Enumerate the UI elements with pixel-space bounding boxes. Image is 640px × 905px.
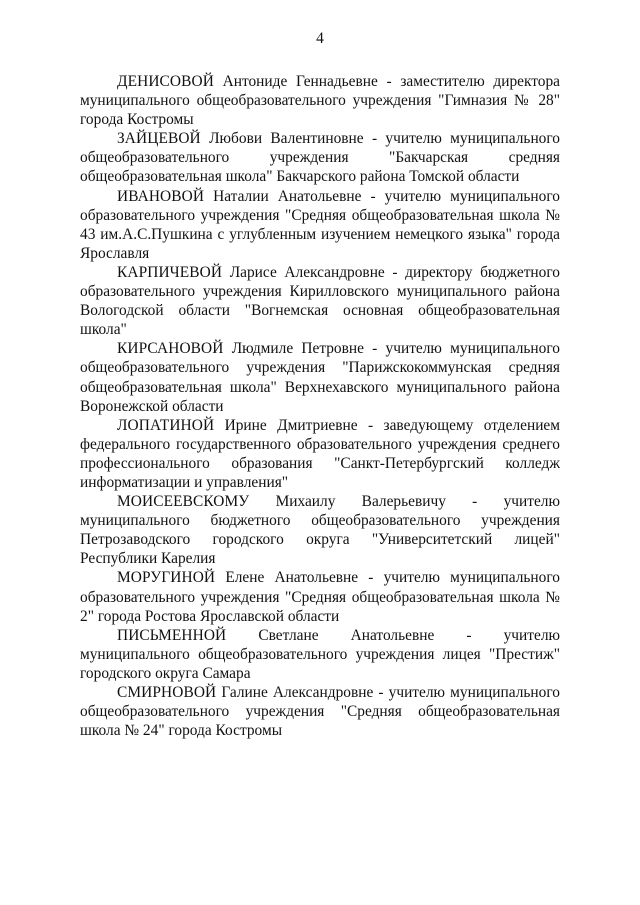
recipient-surname: СМИРНОВОЙ (117, 684, 217, 701)
list-item (80, 416, 560, 492)
recipient-details: Ирине Дмитриевне - заведующему отделением федерального государственного образовательного учреждения среднего профессионального образования "Санкт-Петербургский колледж информатизации и управления" (80, 416, 560, 491)
recipient-details: Любови Валентиновне - учителю муниципального общеобразовательного учреждения "Бакчарская средняя общеобразовательная школа" Бакчарского района Томской области (80, 130, 560, 186)
recipient-details: Ларисе Александровне - директору бюджетного образовательного учреждения Кирилловского муниципального района Вологодской области "Вогнемская основная общеобразовательная школа" (80, 263, 560, 339)
page-number: 4 (316, 30, 324, 47)
list-item (80, 339, 560, 415)
recipient-surname: МОИСЕЕВСКОМУ (117, 493, 250, 511)
recipient-surname: ЗАЙЦЕВОЙ (117, 130, 201, 148)
recipient-surname: ЛОПАТИНОЙ (117, 416, 215, 434)
list-item (80, 492, 560, 568)
recipient-details: Наталии Анатольевне - учителю муниципального образовательного учреждения "Средняя общеобразовательная школа № 43 им.А.С.Пушкина с углубленным изучением немецкого языка" города Ярославля (80, 187, 560, 262)
recipient-details: Елене Анатольевне - учителю муниципального образовательного учреждения "Средняя общеобразовательная школа № 2" города Ростова Ярославской области (80, 569, 560, 625)
recipient-details: Галине Александровне - учителю муниципального общеобразовательного учреждения "Средняя общеобразовательная школа № 24" города Костромы (80, 684, 560, 740)
list-item (80, 187, 560, 263)
list-item (80, 626, 560, 683)
list-item (80, 263, 560, 339)
recipient-surname: КАРПИЧЕВОЙ (117, 263, 223, 281)
recipient-details: Михаилу Валерьевичу - учителю муниципального бюджетного общеобразовательного учреждения Петрозаводского городского округа "Университетский лицей" Республики Карелия (80, 493, 560, 568)
recipient-surname: ИВАНОВОЙ (117, 187, 205, 205)
award-list (80, 72, 560, 740)
list-item (80, 72, 560, 129)
recipient-surname: ДЕНИСОВОЙ (117, 73, 214, 90)
recipient-details: Людмиле Петровне - учителю муниципального общеобразовательного учреждения "Парижскокоммунская средняя общеобразовательная школа" Верхнехавского муниципального района Воронежской области (80, 340, 560, 415)
recipient-surname: КИРСАНОВОЙ (117, 340, 224, 358)
list-item (80, 129, 560, 186)
recipient-surname: МОРУГИНОЙ (117, 569, 216, 587)
recipient-details: Светлане Анатольевне - учителю муниципального общеобразовательного учреждения лицея "Престиж" городского округа Самара (80, 626, 560, 682)
recipient-surname: ПИСЬМЕННОЙ (117, 626, 227, 644)
list-item (80, 568, 560, 625)
list-item (80, 683, 560, 740)
recipient-details: Антониде Геннадьевне - заместителю директора муниципального общеобразовательного учреждения "Гимназия № 28" города Костромы (80, 73, 560, 129)
